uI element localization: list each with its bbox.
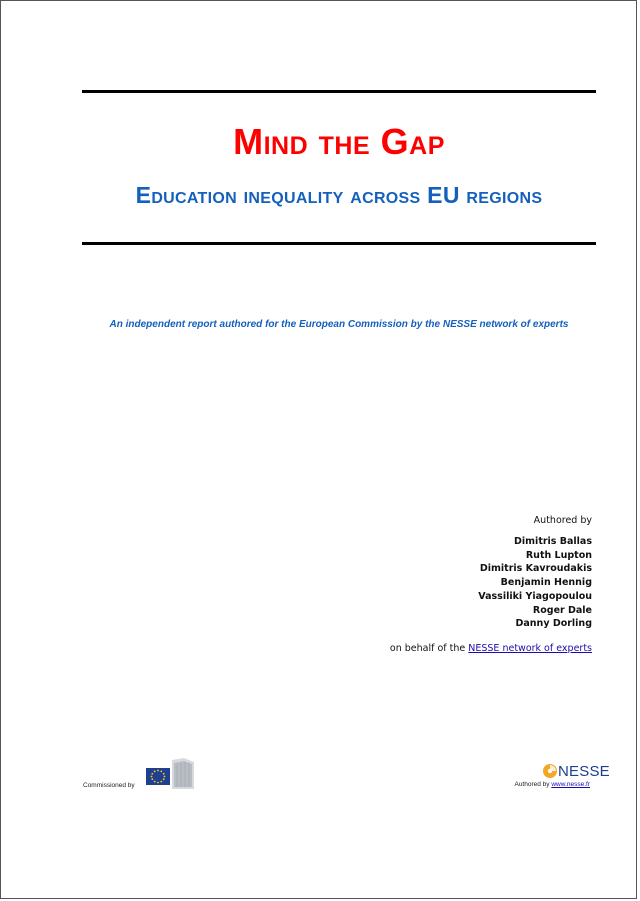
authors-list [478,535,592,631]
top-rule [82,90,596,93]
author-name: Vassiliki Yiagopoulou [478,590,592,602]
nesse-website-link[interactable]: www.nesse.fr [551,781,590,788]
author-name: Danny Dorling [515,618,592,630]
nesse-logo [542,762,610,780]
page-title: Mind the Gap [233,121,445,162]
page-subtitle: Education inequality across EU regions [135,182,543,208]
author-name: Benjamin Hennig [500,577,592,589]
authored-by-prefix: Authored by [514,781,552,788]
intro-text: An independent report authored for the European Commission by the NESSE network of experts [109,319,569,330]
european-commission-logo-icon [144,758,194,789]
author-name: Roger Dale [532,604,592,616]
authors-block [478,515,592,631]
bottom-rule [82,242,596,245]
behalf-prefix: on behalf of the [389,643,469,654]
behalf-line [390,643,592,654]
commissioned-by-label: Commissioned by [83,782,135,789]
authored-by-footer [514,781,590,788]
authors-lead: Authored by [533,515,592,526]
nesse-network-link[interactable]: NESSE network of experts [468,643,592,654]
author-name: Ruth Lupton [525,549,592,561]
nesse-swirl-icon [542,763,558,779]
author-name: Dimitris Ballas [514,536,592,547]
nesse-logo-text: NESSE [558,762,610,780]
author-name: Dimitris Kavroudakis [479,563,592,575]
